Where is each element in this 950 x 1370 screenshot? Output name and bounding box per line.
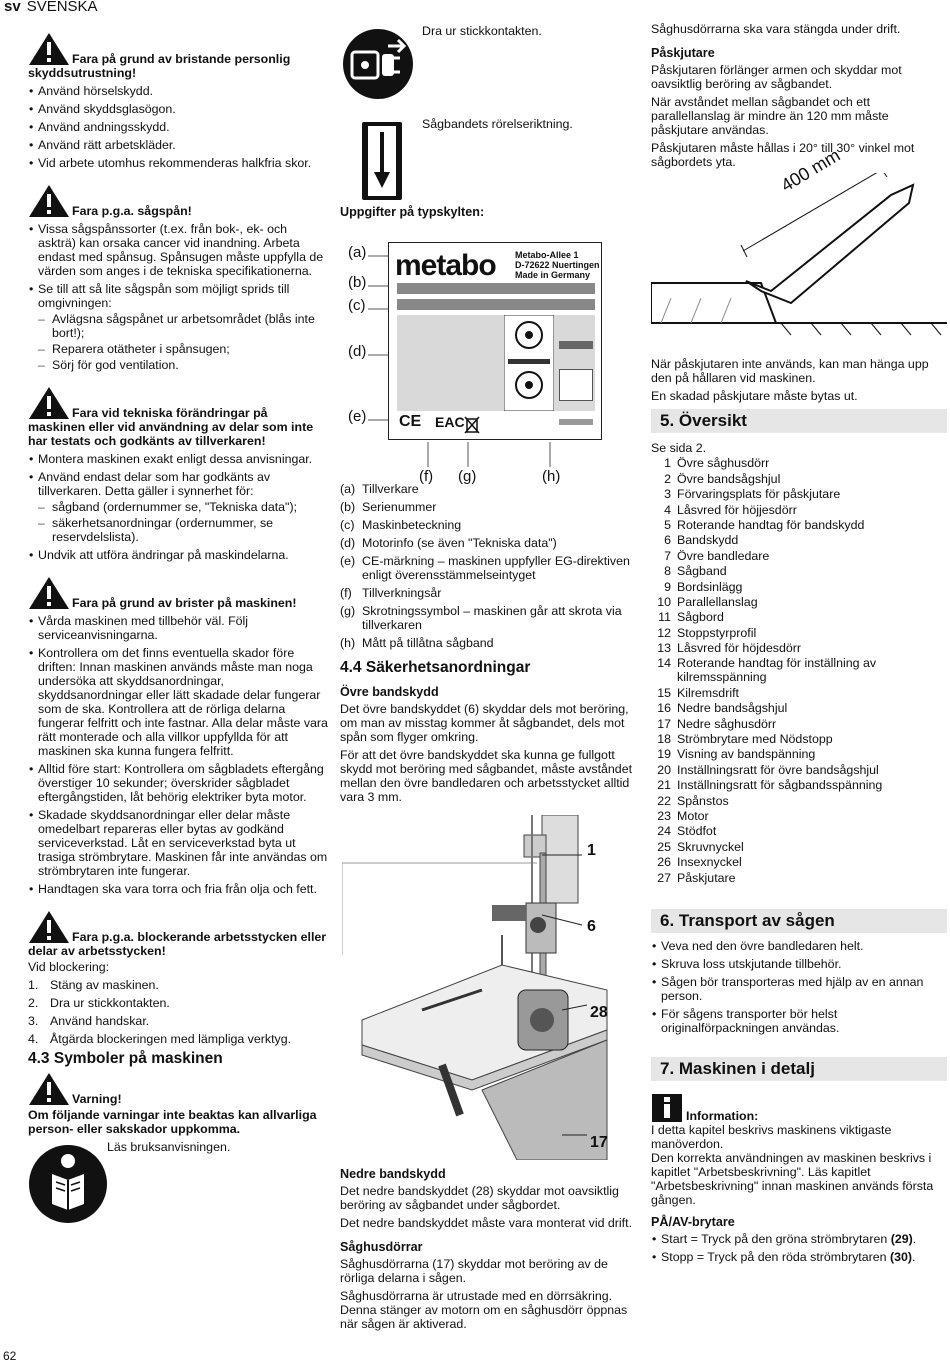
- step-item: 2. Dra ur stickkontakten.: [28, 996, 170, 1010]
- overview-number: 13: [657, 641, 671, 656]
- warning-sawdust: [28, 184, 328, 372]
- overview-label: Roterande handtag för bandskydd: [677, 517, 865, 532]
- overview-item: [651, 824, 947, 838]
- legend-item: (b) Serienummer: [340, 500, 437, 514]
- type-plate: [388, 242, 602, 440]
- plate-address: Metabo-Allee 1 D-72622 Nuertingen Made in Germany: [515, 250, 600, 280]
- legend-item: (d) Motorinfo (se även "Tekniska data"): [340, 536, 557, 550]
- callout-number: 1: [587, 842, 596, 859]
- overview-number: 6: [664, 533, 671, 548]
- direction-text: Sågbandets rörelseriktning.: [422, 117, 573, 131]
- marker: (f): [419, 468, 434, 485]
- overview-number: 15: [657, 685, 671, 700]
- list-item: • Undvik att utföra ändringar på maskindelarna.: [28, 548, 328, 562]
- overview-item: [651, 456, 947, 470]
- plate-field-model: [397, 299, 595, 310]
- overview-item: [651, 840, 947, 854]
- info-box: [651, 1093, 947, 1207]
- overview-number: 26: [657, 855, 671, 870]
- overview-number: 2: [664, 471, 671, 486]
- overview-number: 9: [664, 579, 671, 594]
- overview-number: 7: [664, 548, 671, 563]
- paragraph: Såghusdörrarna (17) skyddar mot beröring av de rörliga delarna i sågen.: [340, 1257, 608, 1285]
- band-direction-icon: [356, 120, 408, 202]
- dash-item: – Sörj för god ventilation.: [38, 358, 328, 372]
- paragraph: Påskjutaren måste hållas i 20° till 30° vinkel mot sågbordets yta.: [651, 141, 915, 169]
- legend-item: (c) Maskinbeteckning: [340, 518, 462, 532]
- section-heading-7: 7. Maskinen i detalj: [651, 1057, 947, 1081]
- list-item: • Använd hörselskydd.: [28, 84, 328, 98]
- overview-number: 12: [657, 625, 671, 640]
- section-heading-5: 5. Översikt: [651, 409, 947, 433]
- typeplate-heading: Uppgifter på typskylten:: [340, 205, 485, 219]
- overview-number: 17: [657, 716, 671, 731]
- overview-number: 23: [657, 808, 671, 823]
- warning-triangle-icon: [28, 576, 70, 610]
- overview-label: Inställningsratt för sågbandsspänning: [677, 778, 883, 793]
- warning-title: Fara vid tekniska förändringar på maskinen eller vid användning av delar som inte har testats och godkänts av tillverkaren!: [28, 406, 314, 448]
- overview-number: 18: [657, 732, 671, 747]
- dash-item: – Reparera otätheter i spånsugen;: [38, 342, 328, 356]
- overview-label: Stödfot: [677, 824, 717, 839]
- overview-item: [651, 610, 947, 624]
- overview-label: Sågband: [677, 564, 727, 579]
- overview-item: [651, 641, 947, 655]
- plate-dim-box: [559, 341, 593, 349]
- overview-number: 16: [657, 701, 671, 716]
- overview-item: [651, 503, 947, 517]
- see-page: Se sida 2.: [651, 441, 707, 455]
- list-item: • Vid arbete utomhus rekommenderas halkfria skor.: [28, 156, 328, 170]
- overview-number: 24: [657, 824, 671, 839]
- overview-number: 5: [664, 517, 671, 532]
- overview-item: [651, 549, 947, 563]
- overview-item: [651, 656, 947, 684]
- warning-title: Fara p.g.a. blockerande arbetsstycken eller delar av arbetsstycken!: [28, 930, 327, 958]
- overview-item: [651, 472, 947, 486]
- warning-machine-defects: [28, 576, 328, 896]
- legend-item: (f) Tillverkningsår: [340, 586, 442, 600]
- list-item: • Skadade skyddsanordningar eller delar måste omedelbart repareras eller bytas av godkänd serviceverkstad. Låt en serviceverkstad byta ut trasiga strömbrytare. Maskinen får inte användas om strömbrytaren inte fungerar.: [28, 808, 328, 878]
- plate-brand: metabo: [395, 249, 496, 282]
- plate-field-serial: [397, 283, 595, 294]
- list-item: • Sågen bör transporteras med hjälp av en annan person.: [651, 975, 947, 1003]
- subheading-onoff: PÅ/AV-brytare: [651, 1214, 735, 1229]
- plate-dim-box: [559, 369, 593, 401]
- paragraph: Det nedre bandskyddet måste vara monterat vid drift.: [340, 1216, 633, 1230]
- blocking-intro: Vid blockering:: [28, 960, 110, 974]
- list-item: • Start = Tryck på den gröna strömbrytaren (29).: [651, 1232, 947, 1246]
- callout-number: 28: [590, 1004, 608, 1021]
- paragraph: Såghusdörrarna ska vara stängda under drift.: [651, 22, 901, 36]
- language-name: SVENSKA: [26, 0, 98, 15]
- push-stick-drawing: [651, 173, 947, 363]
- callout-number: 17: [590, 1134, 608, 1151]
- overview-label: Roterande handtag för inställning av kilremsspänning: [677, 656, 877, 685]
- list-item: • Använd skyddsglasögon.: [28, 102, 328, 116]
- paragraph: En skadad påskjutare måste bytas ut.: [651, 389, 858, 403]
- overview-item: [651, 595, 947, 609]
- overview-label: Sågbord: [677, 610, 724, 625]
- overview-number: 3: [664, 487, 671, 502]
- overview-label: Låsvred för höjdesdörr: [677, 641, 801, 656]
- dash-item: – sågband (ordernummer se, "Tekniska data");: [38, 500, 328, 514]
- overview-item: [651, 871, 947, 885]
- overview-label: Övre bandsågshjul: [677, 471, 781, 486]
- overview-item: [651, 564, 947, 578]
- section-heading-4-4: 4.4 Säkerhetsanordningar: [340, 659, 531, 676]
- list-item: • Vårda maskinen med tillbehör väl. Följ serviceanvisningarna.: [28, 614, 328, 642]
- overview-number: 21: [657, 778, 671, 793]
- overview-label: Kilremsdrift: [677, 685, 739, 700]
- overview-label: Bandskydd: [677, 533, 739, 548]
- column-right: [651, 22, 947, 1264]
- overview-item: [651, 809, 947, 823]
- paragraph: Det övre bandskyddet (6) skyddar dels mot beröring, om man av misstag kommer åt sågbandet, dels mot spån som flyger omkring.: [340, 702, 629, 744]
- overview-item: [651, 518, 947, 532]
- overview-label: Nedre såghusdörr: [677, 716, 777, 731]
- paragraph: För att det övre bandskyddet ska kunna ge fullgott skydd mot beröring med sågbandet, måste avståndet mellan den övre bandledaren och arbetsstycket alltid vara 3 mm.: [340, 748, 633, 804]
- info-text: Den korrekta användningen av maskinen beskrivs i kapitlet "Arbetsbeskrivning". Läs kapitlet "Arbetsbeskrivning" innan maskinen används första gången.: [651, 1150, 934, 1207]
- overview-item: [651, 794, 947, 808]
- paragraph: Såghusdörrarna är utrustade med en dörrsäkring. Denna stänger av motorn om en såghusdörr öppnas när sågen är aktiverad.: [340, 1289, 628, 1331]
- legend-item: (e) CE-märkning – maskinen uppfyller EG-direktiven enligt överensstämmelseintyget: [340, 554, 630, 582]
- overview-item: [651, 626, 947, 640]
- subheading-push-stick: Påskjutare: [651, 46, 715, 60]
- warning-title: Fara p.g.a. sågspån!: [72, 204, 192, 218]
- paragraph: När avståndet mellan sågbandet och ett parallellanslag är mindre än 120 mm måste påskjutare användas.: [651, 95, 889, 137]
- page-number: 62: [3, 1349, 17, 1363]
- overview-label: Skruvnyckel: [677, 839, 744, 854]
- plate-year-box: [559, 419, 593, 425]
- overview-label: Nedre bandsågshjul: [677, 701, 788, 716]
- overview-item: [651, 533, 947, 547]
- step-item: 1. Stäng av maskinen.: [28, 978, 159, 992]
- language-code: sv: [4, 0, 21, 15]
- warning-blocking: [28, 910, 328, 1046]
- overview-number: 20: [657, 762, 671, 777]
- marker: (d): [348, 343, 367, 360]
- legend-item: (h) Mått på tillåtna sågband: [340, 636, 494, 650]
- marker: (a): [348, 244, 367, 261]
- overview-number: 4: [664, 502, 671, 517]
- warning-ppe: [28, 32, 328, 170]
- warning-triangle-icon: [28, 910, 70, 944]
- page-header: [4, 0, 98, 15]
- overview-number: 10: [657, 594, 671, 609]
- read-manual-text: Läs bruksanvisningen.: [107, 1140, 231, 1154]
- bandsaw-guard-illustration: [342, 815, 612, 1160]
- overview-label: Insexnyckel: [677, 855, 742, 870]
- paragraph: Påskjutaren förlänger armen och skyddar mot oavsiktlig beröring av sågbandet.: [651, 63, 902, 91]
- marker: (e): [348, 408, 367, 425]
- warning-general: [28, 1072, 328, 1136]
- warning-triangle-icon: [28, 386, 70, 420]
- marker: (g): [458, 468, 477, 485]
- marker: (h): [542, 468, 561, 485]
- list-item: • Använd endast delar som har godkänts av tillverkaren. Detta gäller i synnerhet för:: [28, 470, 328, 498]
- overview-label: Övre såghusdörr: [677, 456, 770, 471]
- info-text: I detta kapitel beskrivs maskinens viktigaste manöverdon.: [651, 1122, 892, 1151]
- overview-item: [651, 778, 947, 792]
- warning-title: Fara på grund av bristande personlig skyddsutrustning!: [28, 52, 291, 80]
- overview-number: 8: [664, 564, 671, 579]
- overview-item: [651, 747, 947, 761]
- paragraph: Det nedre bandskyddet (28) skyddar mot oavsiktlig beröring av sågbandet under sågbordet.: [340, 1184, 619, 1212]
- overview-list: [651, 456, 947, 884]
- list-item: • Använd rätt arbetskläder.: [28, 138, 328, 152]
- read-manual-block: [28, 1138, 328, 1248]
- list-item: • Alltid före start: Kontrollera om sågbladets eftergång överstiger 10 sekunder; överskrider sågbladet eftergångstiden, låt behörig elektriker byta motor.: [28, 762, 328, 804]
- plate-ce-mark: CE: [399, 413, 422, 430]
- subheading-lower-guard: Nedre bandskydd: [340, 1167, 446, 1181]
- transport-list: [651, 939, 947, 1035]
- warning-triangle-icon: [28, 1072, 70, 1106]
- warning-triangle-icon: [28, 184, 70, 218]
- step-item: 4. Åtgärda blockeringen med lämpliga verktyg.: [28, 1032, 292, 1046]
- paragraph: När påskjutaren inte används, kan man hänga upp den på hållaren vid maskinen.: [651, 357, 929, 385]
- list-item: • Skruva loss utskjutande tillbehör.: [651, 957, 947, 971]
- plate-eac-mark: EAC: [435, 414, 465, 430]
- warning-triangle-icon: [28, 32, 70, 66]
- overview-label: Stoppstyrprofil: [677, 625, 757, 640]
- overview-item: [651, 686, 947, 700]
- section-heading-4-3: 4.3 Symboler på maskinen: [28, 1050, 223, 1067]
- overview-item: [651, 701, 947, 715]
- wheelie-bin-icon: [463, 415, 481, 435]
- overview-label: Förvaringsplats för påskjutare: [677, 487, 841, 502]
- lower-guard-block: [340, 1167, 640, 1331]
- warning-text: Om följande varningar inte beaktas kan allvarliga person- eller sakskador uppkomma.: [28, 1108, 317, 1136]
- list-item: • Handtagen ska vara torra och fria från olja och fett.: [28, 882, 328, 896]
- subheading-upper-guard: Övre bandskydd: [340, 685, 439, 699]
- overview-label: Visning av bandspänning: [677, 747, 816, 762]
- overview-number: 14: [657, 656, 671, 671]
- overview-label: Parallellanslag: [677, 594, 758, 609]
- overview-label: Låsvred för höjjesdörr: [677, 502, 797, 517]
- overview-item: [651, 732, 947, 746]
- marker: (c): [348, 297, 366, 314]
- unplug-text: Dra ur stickkontakten.: [422, 24, 542, 38]
- info-title: Information:: [686, 1108, 759, 1123]
- overview-number: 1: [664, 456, 671, 471]
- overview-label: Bordsinlägg: [677, 579, 743, 594]
- column-left: [28, 32, 328, 1248]
- overview-label: Påskjutare: [677, 870, 736, 885]
- list-item: • Stopp = Tryck på den röda strömbrytaren (30).: [651, 1250, 947, 1264]
- overview-number: 27: [657, 870, 671, 885]
- overview-item: [651, 717, 947, 731]
- unplug-symbol-icon: [342, 28, 414, 100]
- overview-label: Inställningsratt för övre bandsågshjul: [677, 762, 879, 777]
- section-4-4: [340, 659, 640, 804]
- overview-number: 19: [657, 747, 671, 762]
- section-heading-6: 6. Transport av sågen: [651, 909, 947, 933]
- overview-number: 25: [657, 839, 671, 854]
- legend-item: (g) Skrotningssymbol – maskinen går att skrota via tillverkaren: [340, 604, 622, 632]
- overview-item: [651, 855, 947, 869]
- callout-number: 6: [587, 918, 596, 935]
- overview-item: [651, 487, 947, 501]
- overview-number: 22: [657, 793, 671, 808]
- warning-title: Varning!: [72, 1092, 122, 1106]
- overview-label: Spånstos: [677, 793, 729, 808]
- read-manual-icon: [28, 1144, 108, 1224]
- overview-label: Motor: [677, 808, 709, 823]
- overview-number: 11: [658, 610, 671, 625]
- list-item: • Montera maskinen exakt enligt dessa anvisningar.: [28, 452, 328, 466]
- dash-item: – Avlägsna sågspånet ur arbetsområdet (blås inte bort!);: [38, 312, 328, 340]
- step-item: 3. Använd handskar.: [28, 1014, 150, 1028]
- overview-item: [651, 763, 947, 777]
- typeplate-legend: [340, 478, 640, 650]
- list-item: • För sågens transporter bör helst originalförpackningen användas.: [651, 1007, 947, 1035]
- overview-label: Strömbrytare med Nödstopp: [677, 732, 833, 747]
- info-icon: [651, 1093, 683, 1123]
- dimension-label: 400 mm: [777, 144, 844, 196]
- type-plate-figure: [340, 242, 602, 497]
- overview-item: [651, 580, 947, 594]
- marker: (b): [348, 274, 367, 291]
- list-item: • Veva ned den övre bandledaren helt.: [651, 939, 947, 953]
- bandsaw-icon: [504, 315, 554, 411]
- warning-title: Fara på grund av brister på maskinen!: [72, 596, 297, 610]
- subheading-doors: Såghusdörrar: [340, 1240, 423, 1254]
- onoff-list: [651, 1232, 947, 1264]
- list-item: • Använd andningsskydd.: [28, 120, 328, 134]
- dash-item: – säkerhetsanordningar (ordernummer, se reservdelslista).: [38, 516, 328, 544]
- warning-modifications: [28, 386, 328, 562]
- list-item: • Kontrollera om det finns eventuella skador före driften: Innan maskinen används måste man noga undersöka att skyddsanordningar, skyddsanordningar eller lätt skadade delar fungerar som de ska. Kontrollera att de rörliga delarna fungerar felfritt och inte fastnar. Alla delar måste vara rätt monterade och alla villkor uppfyllda för att maskinen ska kunna fungera felfritt.: [28, 646, 328, 758]
- overview-label: Övre bandledare: [677, 548, 770, 563]
- list-item: • Vissa sågspånssorter (t.ex. från bok-, ek- och askträ) kan orsaka cancer vid inandning. Arbeta endast med spånsug. Spånsugen måste uppfylla de värden som anges i de tekniska specifikationerna.: [28, 222, 328, 278]
- legend-item: (a) Tillverkare: [340, 482, 419, 496]
- list-item: • Se till att så lite sågspån som möjligt sprids till omgivningen:: [28, 282, 328, 310]
